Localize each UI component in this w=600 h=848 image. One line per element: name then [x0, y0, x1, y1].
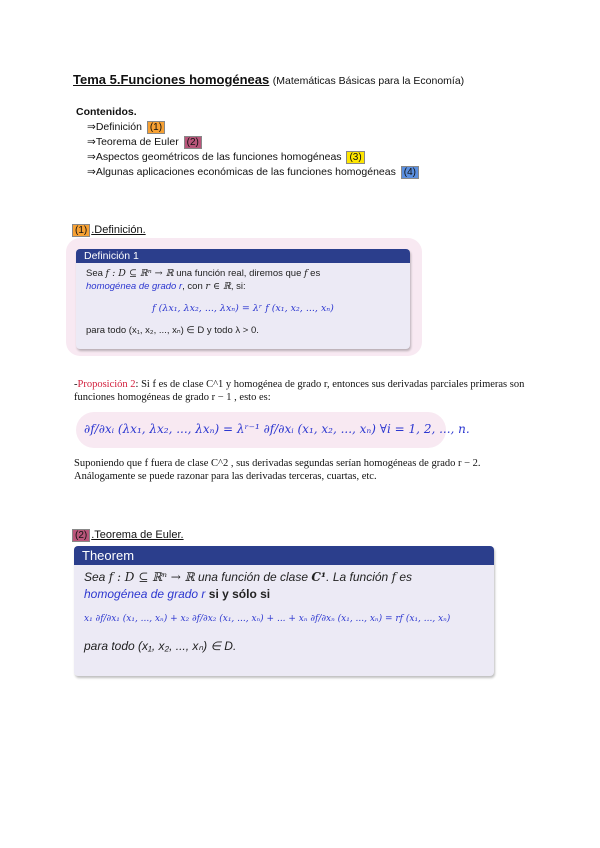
- section-2-heading: [72, 529, 184, 542]
- theorem-box-title: Theorem: [74, 546, 494, 565]
- arrow-icon: ⇒: [87, 166, 96, 178]
- contents-item-4: [76, 165, 419, 180]
- arrow-icon: ⇒: [87, 151, 96, 163]
- section-1-heading: [72, 224, 146, 237]
- contents-item-3: [76, 150, 419, 165]
- proposition-formula: ∂f/∂xᵢ (λx₁, λx₂, ..., λxₙ) = λʳ⁻¹ ∂f/∂xᵢ (x₁, x₂, ..., xₙ) ∀i = 1, 2, ..., n.: [84, 422, 470, 436]
- contents-item-label: Algunas aplicaciones económicas de las funciones homogéneas: [95, 166, 396, 178]
- definition-line-1: Sea f : D ⊆ ℝⁿ → ℝ una función real, diremos que f es: [86, 268, 321, 279]
- arrow-icon: ⇒: [87, 121, 96, 133]
- contents-item-label: Definición: [95, 121, 142, 133]
- section-badge: (2): [184, 136, 202, 149]
- contents-item-2: [76, 135, 419, 150]
- section-badge: (4): [401, 166, 419, 179]
- proposition-label: Proposición 2: [77, 379, 136, 390]
- section-label: .Definición.: [91, 224, 146, 236]
- contents-item-label: Teorema de Euler: [95, 136, 179, 148]
- contents-heading: Contenidos.: [76, 106, 137, 118]
- section-badge: (2): [72, 529, 90, 542]
- contents-item-1: [76, 120, 419, 135]
- section-badge: (3): [346, 151, 364, 164]
- theorem-line-3: para todo (x₁, x₂, ..., xₙ) ∈ D.: [84, 639, 237, 653]
- definition-line-3: para todo (x₁, x₂, ..., xₙ) ∈ D y todo λ > 0.: [86, 325, 259, 336]
- section-badge: (1): [147, 121, 165, 134]
- contents-list: [76, 105, 419, 180]
- definition-line-2: homogénea de grado r, con r ∈ ℝ, si:: [86, 281, 246, 292]
- supposition-text: Suponiendo que f fuera de clase C^2 , sus derivadas segundas serían homogéneas de grado r − 2. Análogamente se puede razonar para las derivadas terceras, cuartas, etc.: [74, 458, 481, 482]
- section-badge: (1): [72, 224, 90, 237]
- definition-box: [76, 249, 410, 349]
- title-main: Tema 5.Funciones homogéneas: [73, 72, 270, 87]
- definition-box-title: Definición 1: [76, 249, 410, 263]
- proposition-text: -Proposición 2: Si f es de clase C^1 y homogénea de grado r, entonces sus derivadas parciales primeras son funciones homogéneas de grado r − 1 , esto es:: [74, 379, 525, 403]
- contents-item-label: Aspectos geométricos de las funciones homogéneas: [95, 151, 342, 163]
- theorem-formula: x₁ ∂f/∂x₁ (x₁, ..., xₙ) + x₂ ∂f/∂x₂ (x₁, ..., xₙ) + ... + xₙ ∂f/∂xₙ (x₁, ..., xₙ) = rf (x₁, ..., xₙ): [84, 614, 451, 624]
- theorem-line-1: Sea f : D ⊆ ℝⁿ → ℝ una función de clase C¹. La función f es: [84, 570, 413, 584]
- definition-formula: f (λx₁, λx₂, ..., λxₙ) = λʳ f (x₁, x₂, ..., xₙ): [152, 303, 334, 314]
- theorem-box: [74, 546, 494, 676]
- section-label: .Teorema de Euler.: [91, 529, 184, 541]
- title-subtitle: (Matemáticas Básicas para la Economía): [272, 75, 465, 87]
- arrow-icon: ⇒: [87, 136, 96, 148]
- theorem-line-2: homogénea de grado r si y sólo si: [84, 587, 271, 601]
- page-title: [73, 72, 464, 87]
